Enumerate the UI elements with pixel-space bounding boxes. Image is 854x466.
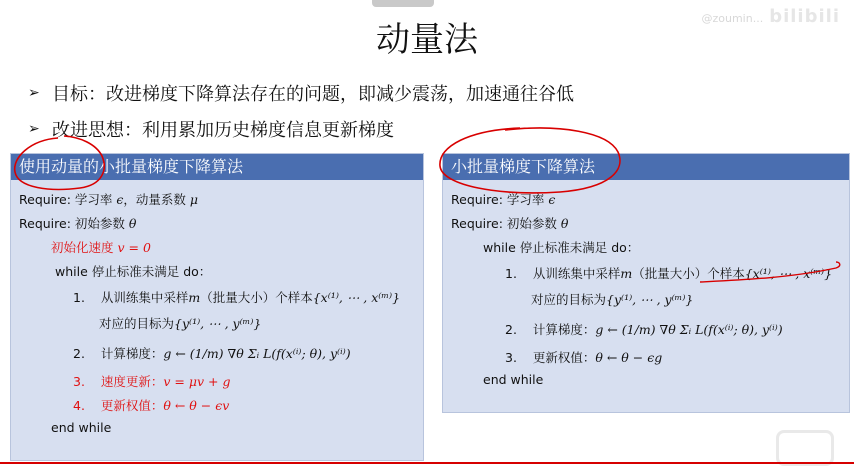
require-init (19, 214, 136, 232)
bullet-arrow-icon: ➢ (28, 121, 40, 137)
require-label: Require: 学习率 (451, 192, 549, 207)
math-init: v = 0 (117, 240, 151, 255)
step-text: 速度更新： (100, 374, 164, 389)
panel-title: 使用动量的小批量梯度下降算法 (11, 154, 423, 180)
momentum-algorithm-panel (10, 153, 424, 461)
math-theta: θ (560, 216, 569, 231)
step-number: 1. (73, 290, 85, 305)
require-tail: ，动量系数 (123, 192, 190, 207)
step-number: 2. (505, 322, 517, 337)
step-number: 3. (505, 350, 517, 365)
step-number: 1. (505, 266, 517, 281)
require-lr (451, 190, 555, 208)
step-1-target (531, 290, 693, 308)
while-line: while 停止标准未满足 do： (55, 264, 212, 279)
step-tail: （批量大小）个样本 (632, 266, 745, 281)
step-3-update (505, 348, 662, 366)
step-1-target (99, 314, 261, 332)
math-epsilon: ϵ (548, 192, 556, 207)
tv-icon (776, 430, 834, 466)
math-m: m (620, 266, 633, 281)
math-target-set: {y⁽¹⁾, ⋯ , y⁽ᵐ⁾} (174, 316, 262, 331)
math-sample-set: {x⁽¹⁾, ⋯ , x⁽ᵐ⁾} (744, 266, 833, 281)
bilibili-logo: bilibili (769, 6, 840, 27)
math-epsilon: ϵ (116, 192, 124, 207)
bullet-goal-text: 目标：改进梯度下降算法存在的问题，即减少震荡，加速通往谷低 (52, 84, 574, 105)
sgd-algorithm-panel (442, 153, 850, 413)
math-gradient: g ← (1/m) ∇θ Σᵢ L(f(x⁽ⁱ⁾; θ), y⁽ⁱ⁾) (163, 346, 351, 361)
step-text: 对应的目标为 (99, 316, 175, 331)
step-2 (505, 320, 783, 338)
math-update: θ ← θ − ϵv (163, 398, 230, 413)
math-theta: θ (128, 216, 137, 231)
step-text: 对应的目标为 (531, 292, 607, 307)
step-number: 4. (73, 398, 85, 413)
require-label: Require: 初始参数 (451, 216, 561, 231)
slide-title: 动量法 (376, 20, 478, 60)
math-target-set: {y⁽¹⁾, ⋯ , y⁽ᵐ⁾} (606, 292, 694, 307)
bottom-divider (0, 462, 854, 464)
step-1 (505, 264, 832, 282)
math-m: m (188, 290, 201, 305)
require-lr (19, 190, 198, 208)
require-init (451, 214, 568, 232)
step-tail: （批量大小）个样本 (200, 290, 313, 305)
watermark-text: @zoumin... (701, 12, 764, 25)
math-sample-set: {x⁽¹⁾, ⋯ , x⁽ᵐ⁾} (312, 290, 401, 305)
step-4-update (73, 396, 229, 414)
step-number: 3. (73, 374, 85, 389)
init-label: 初始化速度 (51, 240, 118, 255)
math-update: θ ← θ − ϵg (595, 350, 663, 365)
step-text: 更新权值： (532, 350, 596, 365)
bullet-idea (28, 116, 394, 142)
step-2 (73, 344, 351, 362)
slide-top-tab (372, 0, 434, 7)
panel-title: 小批量梯度下降算法 (443, 154, 849, 180)
step-text: 计算梯度： (100, 346, 164, 361)
while-line: while 停止标准未满足 do： (483, 240, 640, 255)
step-3-velocity (73, 372, 230, 390)
bullet-goal (28, 80, 574, 106)
math-velocity: v = μv + g (163, 374, 231, 389)
init-velocity (51, 238, 151, 256)
math-gradient: g ← (1/m) ∇θ Σᵢ L(f(x⁽ⁱ⁾; θ), y⁽ⁱ⁾) (595, 322, 783, 337)
step-number: 2. (73, 346, 85, 361)
end-while: end while (483, 372, 544, 387)
step-text: 从训练集中采样 (100, 290, 189, 305)
bullet-idea-text: 改进思想：利用累加历史梯度信息更新梯度 (52, 120, 394, 141)
step-text: 更新权值： (100, 398, 164, 413)
math-mu: μ (189, 192, 198, 207)
require-label: Require: 初始参数 (19, 216, 129, 231)
end-while: end while (51, 420, 112, 435)
require-label: Require: 学习率 (19, 192, 117, 207)
bullet-arrow-icon: ➢ (28, 85, 40, 101)
step-text: 从训练集中采样 (532, 266, 621, 281)
step-text: 计算梯度： (532, 322, 596, 337)
step-1 (73, 288, 400, 306)
